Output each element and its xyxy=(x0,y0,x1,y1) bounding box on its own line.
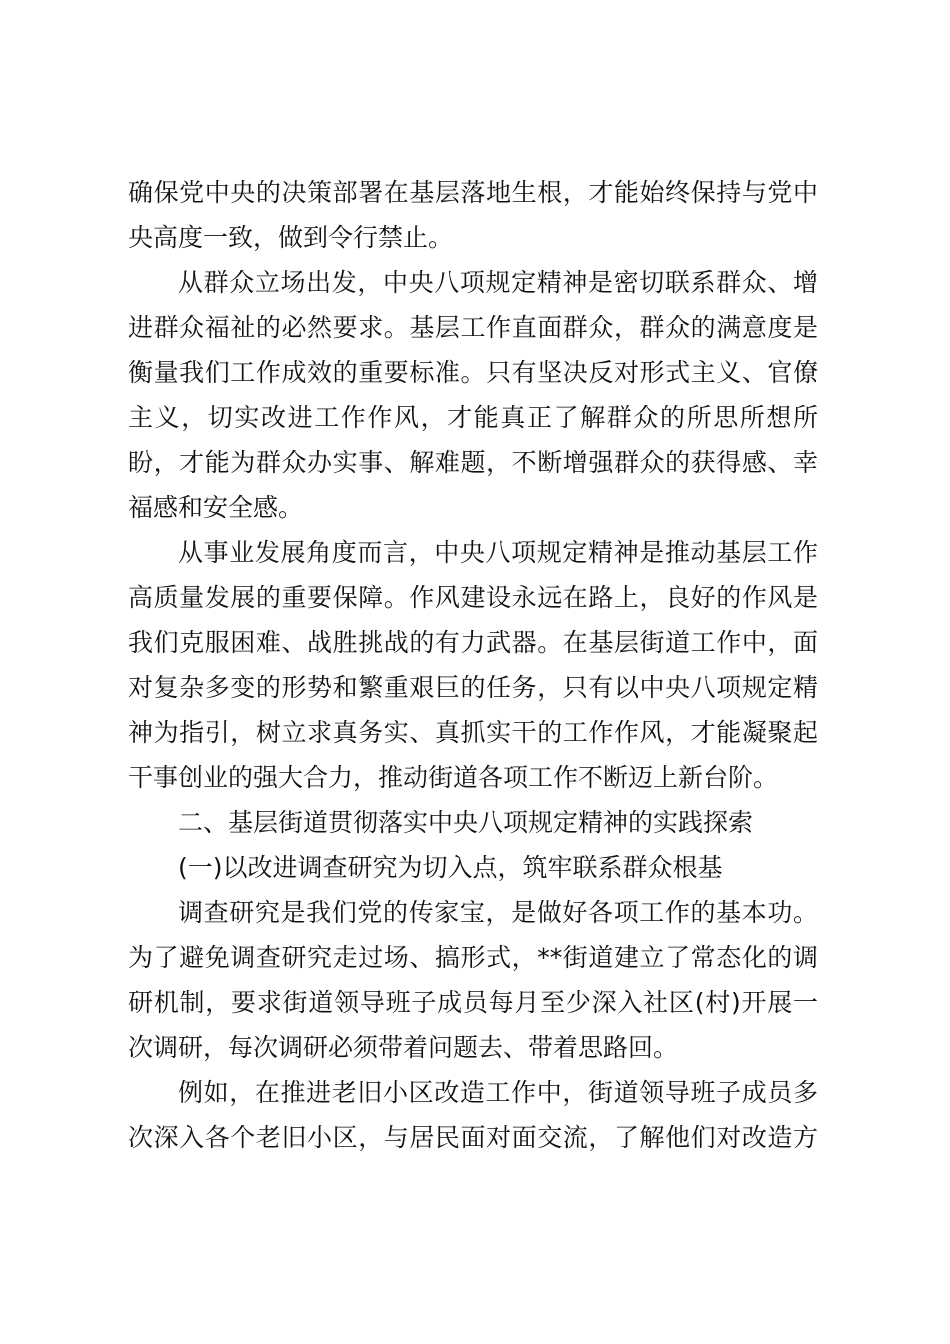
text-line: 干事创业的强大合力，推动街道各项工作不断迈上新台阶。 xyxy=(128,763,779,792)
section-heading xyxy=(128,800,818,845)
text-line: 高质量发展的重要保障。作风建设永远在路上，良好的作风是 xyxy=(128,583,818,612)
text-line: 神为指引，树立求真务实、真抓实干的工作作风，才能凝聚起 xyxy=(128,718,818,747)
text-line: 次调研，每次调研必须带着问题去、带着思路回。 xyxy=(128,1033,679,1062)
paragraph-party-central-decision xyxy=(128,170,818,260)
text-line: 对复杂多变的形势和繁重艰巨的任务，只有以中央八项规定精 xyxy=(128,673,818,702)
text-line: 衡量我们工作成效的重要标准。只有坚决反对形式主义、官僚 xyxy=(128,358,818,387)
text-line: 从群众立场出发，中央八项规定精神是密切联系群众、增 xyxy=(178,268,818,297)
text-line: 调查研究是我们党的传家宝，是做好各项工作的基本功。 xyxy=(178,898,818,927)
paragraph-mass-standpoint xyxy=(128,260,818,530)
paragraph-research-mechanism xyxy=(128,890,818,1070)
document-page xyxy=(128,170,818,1160)
text-line: 我们克服困难、战胜挑战的有力武器。在基层街道工作中，面 xyxy=(128,628,818,657)
text-line: 主义，切实改进工作作风，才能真正了解群众的所思所想所 xyxy=(128,403,818,432)
text-line: 进群众福祉的必然要求。基层工作直面群众，群众的满意度是 xyxy=(128,313,818,342)
text-line: 次深入各个老旧小区，与居民面对面交流，了解他们对改造方 xyxy=(128,1123,818,1152)
text-line: 从事业发展角度而言，中央八项规定精神是推动基层工作 xyxy=(178,538,818,567)
text-line: 例如，在推进老旧小区改造工作中，街道领导班子成员多 xyxy=(178,1078,818,1107)
paragraph-career-development xyxy=(128,530,818,800)
text-line: 确保党中央的决策部署在基层落地生根，才能始终保持与党中 xyxy=(128,178,818,207)
text-line: 福感和安全感。 xyxy=(128,493,304,522)
text-line: 盼，才能为群众办实事、解难题，不断增强群众的获得感、幸 xyxy=(128,448,818,477)
paragraph-old-community-example xyxy=(128,1070,818,1160)
text-line: 央高度一致，做到令行禁止。 xyxy=(128,223,454,252)
heading-line: 二、基层街道贯彻落实中央八项规定精神的实践探索 xyxy=(178,808,754,837)
heading-line: (一)以改进调查研究为切入点，筑牢联系群众根基 xyxy=(178,853,723,882)
subsection-heading xyxy=(128,845,818,890)
text-line: 为了避免调查研究走过场、搞形式，**街道建立了常态化的调 xyxy=(128,943,818,972)
text-line: 研机制，要求街道领导班子成员每月至少深入社区(村)开展一 xyxy=(128,988,818,1017)
